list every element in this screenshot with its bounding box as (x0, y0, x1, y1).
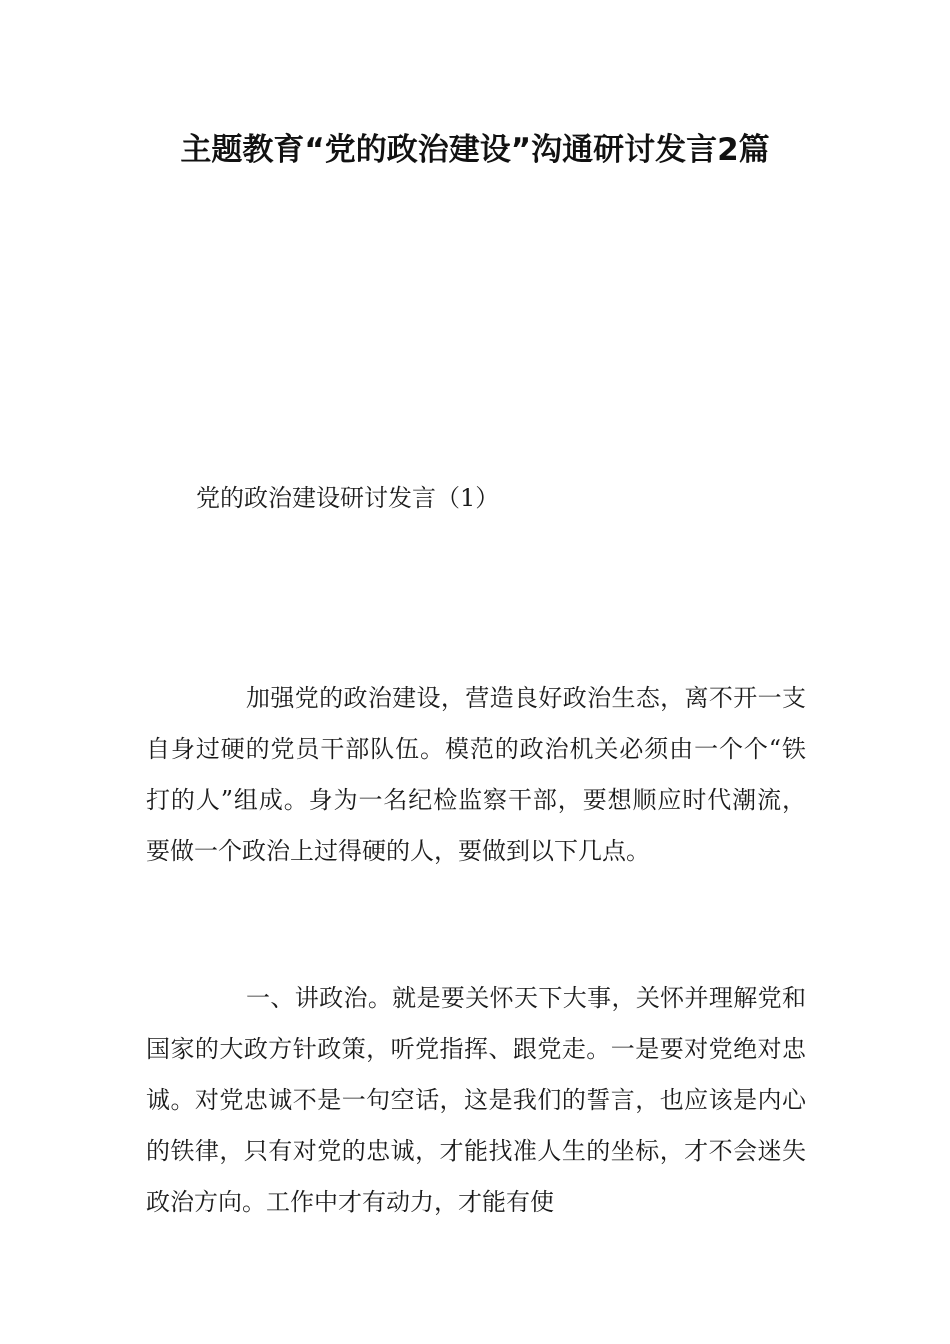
paragraph-intro: 加强党的政治建设，营造良好政治生态，离不开一支自身过硬的党员干部队伍。模范的政治机关必须由一个个“铁打的人”组成。身为一名纪检监察干部，要想顺应时代潮流，要做一个政治上过得硬的人，要做到以下几点。 (146, 684, 806, 865)
document-title: 主题教育“党的政治建设”沟通研讨发言2篇 (180, 132, 770, 168)
section-subtitle: 党的政治建设研讨发言（1） (196, 484, 500, 512)
paragraph-jiang-zhengzhi: 一、讲政治。就是要关怀天下大事，关怀并理解党和国家的大政方针政策，听党指挥、跟党走。一是要对党绝对忠诚。对党忠诚不是一句空话，这是我们的誓言，也应该是内心的铁律，只有对党的忠诚，才能找准人生的坐标，才不会迷失政治方向。工作中才有动力，才能有使 (146, 984, 806, 1216)
